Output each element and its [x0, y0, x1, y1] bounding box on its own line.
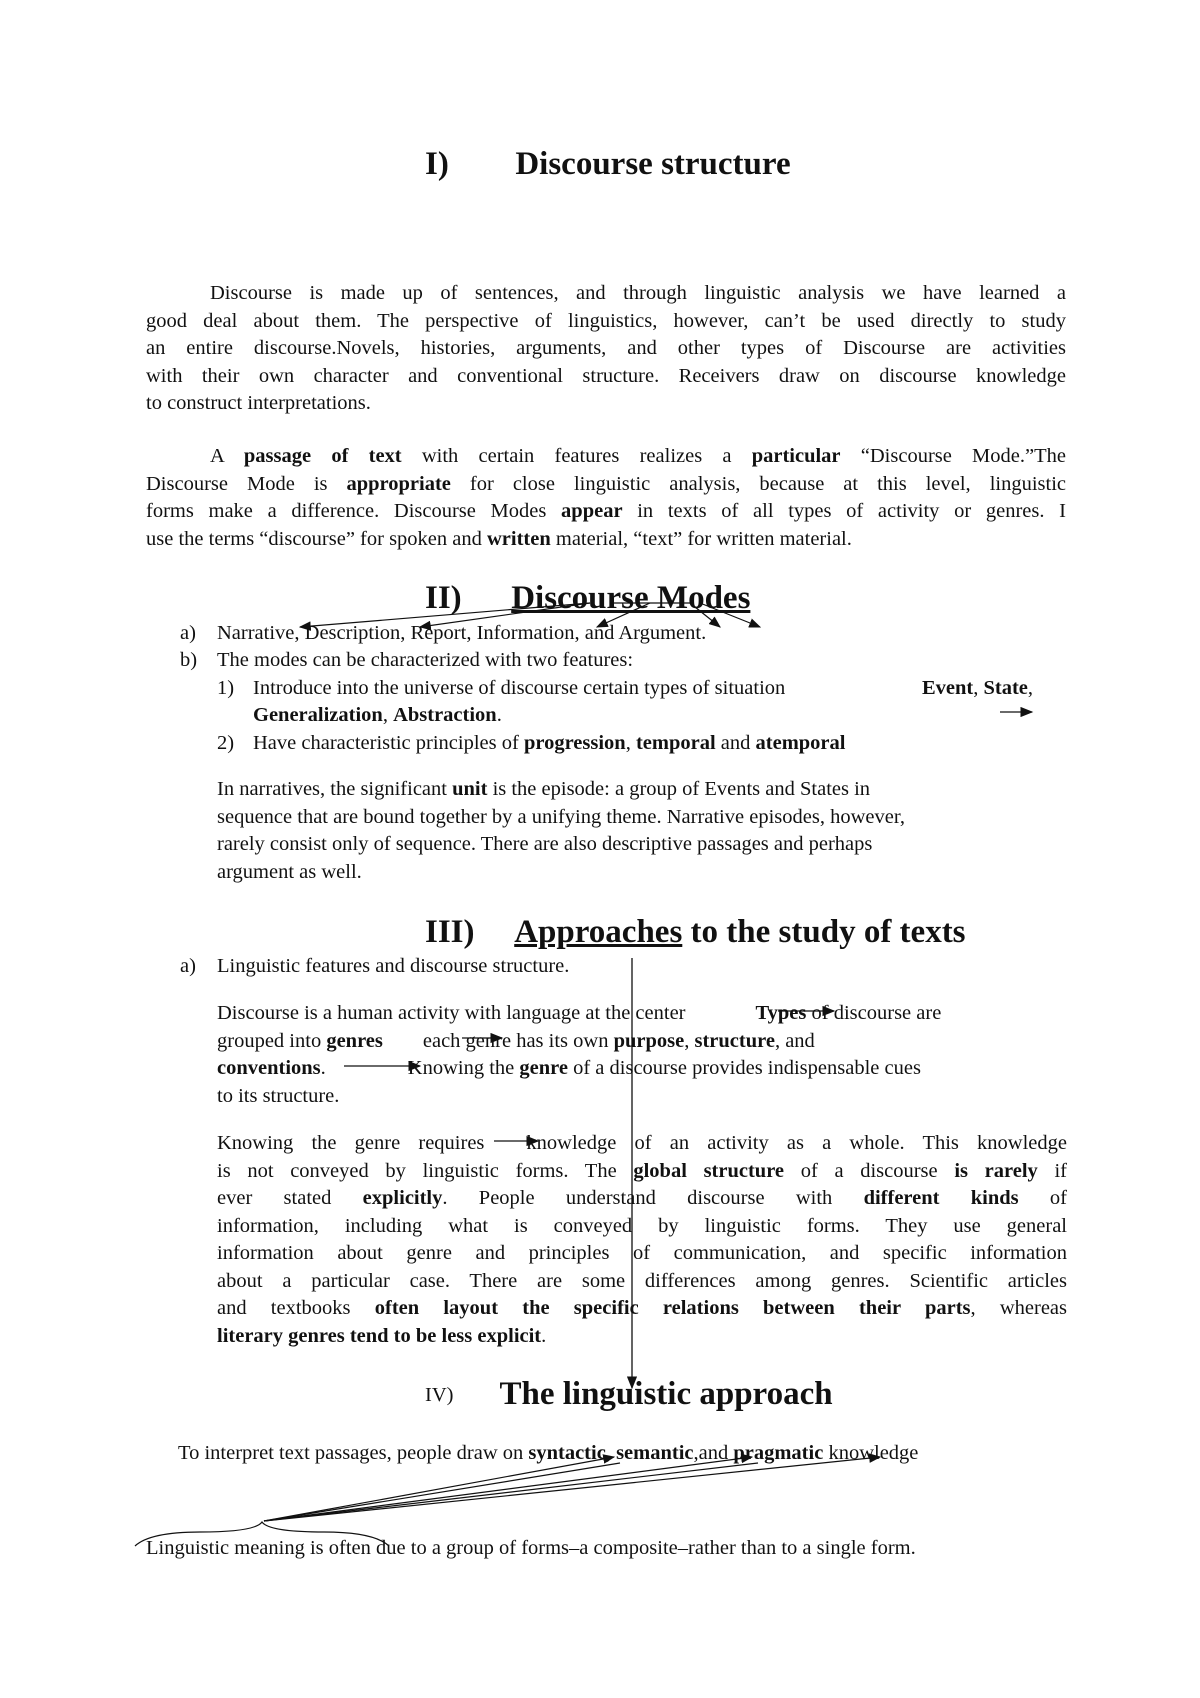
list-item-b-marker: b)	[180, 649, 198, 671]
sub-item-1-right: Event, State,	[922, 677, 1034, 699]
text-line: Discourse Mode is appropriate for close linguistic analysis, because at this level, linguistic	[146, 472, 1066, 495]
sub-item-1: Introduce into the universe of discourse certain types of situation	[253, 677, 786, 699]
sub-item-1-marker: 1)	[217, 677, 235, 699]
section-number: IV)	[425, 1384, 454, 1406]
text-line: conventions. Knowing the genre of a discourse provides indispensable cues	[217, 1057, 921, 1079]
text-line: argument as well.	[217, 860, 362, 883]
linguistic-knowledge-line: To interpret text passages, people draw on syntactic, semantic,and pragmatic knowledge	[178, 1442, 919, 1464]
section-title: Discourse structure	[515, 146, 791, 182]
section-number: II)	[425, 580, 462, 616]
text-line: with their own character and conventional structure. Receivers draw on discourse knowledge	[146, 364, 1066, 387]
text-line: Discourse is a human activity with language at the center Types of discourse are	[217, 1002, 942, 1024]
list-item-b: The modes can be characterized with two features:	[217, 649, 634, 671]
section-2-heading	[425, 580, 750, 617]
list-item-a-marker: a)	[180, 622, 196, 644]
paragraph-narratives	[217, 776, 1067, 886]
sub-item-2: Have characteristic principles of progression, temporal and atemporal	[253, 732, 846, 754]
text-line: to its structure.	[217, 1084, 340, 1107]
text-line: grouped into genres each genre has its own purpose, structure, and	[217, 1029, 815, 1052]
text-line: is not conveyed by linguistic forms. The global structure of a discourse is rarely if	[217, 1159, 1067, 1182]
text-line: rarely consist only of sequence. There are also descriptive passages and perhaps	[217, 833, 873, 855]
paragraph-intro	[146, 280, 1066, 418]
text-line: to construct interpretations.	[146, 392, 371, 414]
paragraph-knowing-genre	[217, 1130, 1067, 1350]
text-line: and textbooks often layout the specific relations between their parts, whereas	[217, 1297, 1067, 1319]
text-line: information, including what is conveyed by linguistic forms. They use general	[217, 1214, 1067, 1237]
text-line: information about genre and principles of communication, and specific information	[217, 1242, 1067, 1264]
text-line: A passage of text with certain features realizes a particular “Discourse Mode.”The	[210, 445, 1066, 467]
list-item-a-marker: a)	[180, 955, 196, 977]
linguistic-meaning-term: Linguistic meaning	[146, 1537, 305, 1559]
linguistic-meaning-line: Linguistic meaning is often due to a group of forms–a composite–rather than to a single form.	[146, 1537, 916, 1559]
text-line: ever stated explicitly. People understand discourse with different kinds of	[217, 1187, 1068, 1209]
section-title: The linguistic approach	[499, 1376, 833, 1412]
paragraph-human-activity	[217, 1000, 1067, 1110]
text-line: sequence that are bound together by a unifying theme. Narrative episodes, however,	[217, 805, 905, 828]
text-line: an entire discourse.Novels, histories, arguments, and other types of Discourse are activities	[146, 337, 1066, 359]
text-line: Discourse is made up of sentences, and through linguistic analysis we have learned a	[210, 282, 1066, 304]
list-item-a: Linguistic features and discourse structure.	[217, 955, 570, 977]
section-4-heading	[425, 1376, 833, 1413]
text-line: about a particular case. There are some differences among genres. Scientific articles	[217, 1269, 1067, 1292]
section-3-heading	[425, 914, 966, 951]
text-line: forms make a difference. Discourse Modes appear in texts of all types of activity or genres. I	[146, 500, 1066, 522]
section-number: III)	[425, 914, 475, 950]
sub-item-1-line2: Generalization, Abstraction.	[253, 704, 502, 726]
knowledge-fan-arrows	[135, 1457, 880, 1546]
section-title: to the study of texts	[682, 914, 966, 950]
sub-item-2-marker: 2)	[217, 732, 235, 754]
text-line: literary genres tend to be less explicit.	[217, 1324, 547, 1347]
text-line: good deal about them. The perspective of linguistics, however, can’t be used directly to study	[146, 309, 1066, 332]
section-number: I)	[425, 146, 449, 182]
list-item-a: Narrative, Description, Report, Information, and Argument.	[217, 622, 707, 644]
section-1-heading	[425, 146, 791, 183]
section-title: Discourse Modes	[511, 580, 751, 616]
text-line: In narratives, the significant unit is the episode: a group of Events and States in	[217, 778, 871, 800]
section-title-underlined: Approaches	[514, 914, 683, 950]
text-line: Knowing the genre requires knowledge of an activity as a whole. This knowledge	[217, 1132, 1068, 1154]
text-line: use the terms “discourse” for spoken and written material, “text” for written material.	[146, 527, 852, 550]
paragraph-discourse-mode	[146, 443, 1066, 553]
